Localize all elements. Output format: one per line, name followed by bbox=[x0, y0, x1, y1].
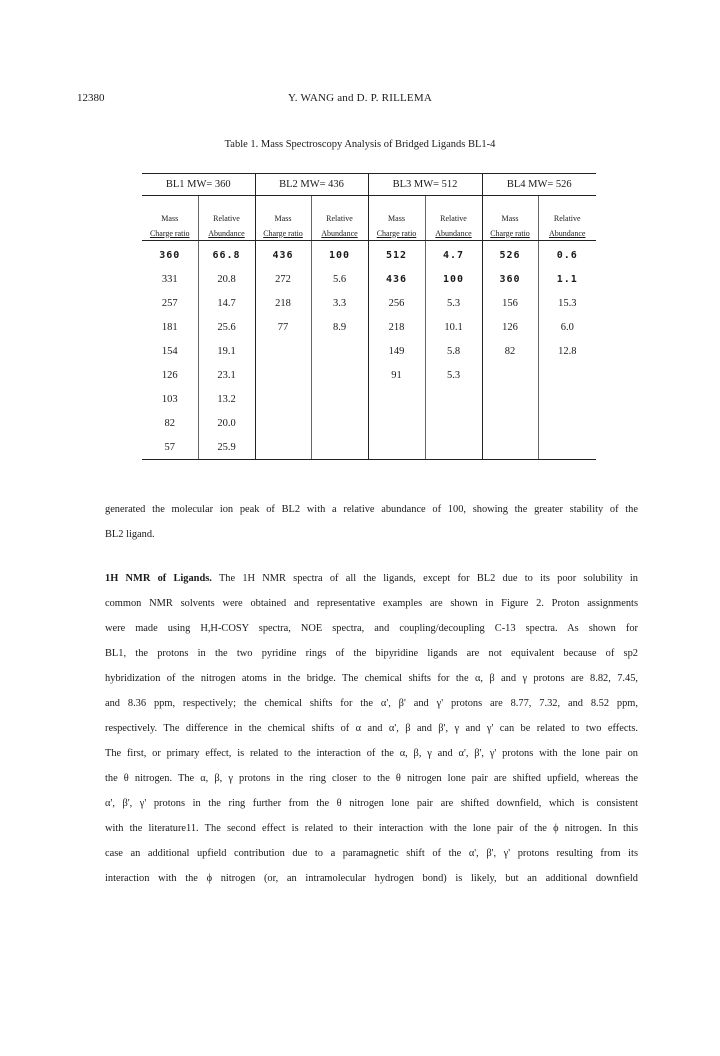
paragraph-line: hybridization of the nitrogen atoms in the bridge. The chemical shifts for the α, β and γ protons are 8.82, 7.45, bbox=[105, 673, 638, 684]
paragraph-line: BL1, the protons in the two pyridine rings of the bipyridine ligands are not equivalent because of sp2 bbox=[105, 648, 638, 659]
table-cell: 91 bbox=[368, 363, 425, 387]
table-cell: 103 bbox=[161, 393, 178, 405]
table-cell: 156 bbox=[482, 291, 538, 315]
paragraph-line: interaction with the ϕ nitrogen (or, an intramolecular hydrogen bond) is likely, but an additional downfield bbox=[105, 873, 638, 884]
table-cell bbox=[482, 435, 538, 460]
table-cell: 19.1 bbox=[198, 339, 255, 363]
paragraph-line: and 8.36 ppm, respectively; the chemical shifts for the α', β' and γ' protons are 8.77, 7.32, and 8.52 ppm, bbox=[105, 698, 638, 709]
table-cell: 5.3 bbox=[425, 363, 482, 387]
table-cell bbox=[311, 435, 368, 460]
table-cell: 149 bbox=[368, 339, 425, 363]
group-header: BL2 MW= 436 bbox=[255, 174, 368, 196]
table-cell: 66.8 bbox=[198, 241, 255, 268]
table-cell: 218 bbox=[368, 315, 425, 339]
table-cell: 8.9 bbox=[311, 315, 368, 339]
paragraph-line: BL2 ligand. bbox=[105, 529, 155, 540]
table-cell bbox=[425, 387, 482, 411]
table-cell: 272 bbox=[255, 267, 311, 291]
column-subheader-text: Abundance bbox=[549, 228, 586, 238]
table-cell: 0.6 bbox=[538, 241, 596, 268]
table-cell bbox=[425, 435, 482, 460]
table-cell: 10.1 bbox=[425, 315, 482, 339]
column-header: Relative bbox=[425, 196, 482, 227]
column-header: Relative bbox=[198, 196, 255, 227]
table-cell bbox=[538, 411, 596, 435]
table-cell: 181 bbox=[161, 321, 178, 333]
table-row bbox=[142, 411, 596, 435]
column-subheader-row bbox=[142, 226, 596, 241]
table-cell bbox=[482, 363, 538, 387]
table-cell: 6.0 bbox=[538, 315, 596, 339]
table-cell: 126 bbox=[482, 315, 538, 339]
table-cell bbox=[255, 339, 311, 363]
paragraph-line: α', β', γ' protons in the ring further from the θ nitrogen lone pair are shifted downfield, which is consistent bbox=[105, 798, 638, 809]
table-cell bbox=[482, 411, 538, 435]
table-cell bbox=[311, 411, 368, 435]
paragraph-line: were made using H,H-COSY spectra, NOE spectra, and coupling/decoupling C-13 spectra. As shown for bbox=[105, 623, 638, 634]
table-cell: 77 bbox=[255, 315, 311, 339]
table-cell bbox=[482, 387, 538, 411]
column-subheader-text: Charge ratio bbox=[263, 228, 303, 238]
paragraph-line: the θ nitrogen. The α, β, γ protons in the ring closer to the θ nitrogen lone pair are shifted upfield, whereas the bbox=[105, 773, 638, 784]
table-cell bbox=[255, 363, 311, 387]
table-cell: 436 bbox=[255, 241, 311, 268]
table-row bbox=[142, 291, 596, 315]
paragraph-nmr bbox=[105, 566, 638, 891]
table-row bbox=[142, 241, 596, 268]
table-row bbox=[142, 435, 596, 460]
column-subheader-text: Abundance bbox=[435, 228, 472, 238]
column-subheader bbox=[311, 226, 368, 241]
table-cell: 82 bbox=[482, 339, 538, 363]
column-subheader bbox=[368, 226, 425, 241]
table-cell bbox=[311, 363, 368, 387]
table-cell: 360 bbox=[482, 267, 538, 291]
table-row bbox=[142, 315, 596, 339]
paragraph-line: case an additional upfield contribution due to a paramagnetic shift of the α', β', γ' protons resulting from its bbox=[105, 848, 638, 859]
column-header: Relative bbox=[538, 196, 596, 227]
column-header: Mass bbox=[368, 196, 425, 227]
table-cell bbox=[425, 411, 482, 435]
table bbox=[142, 173, 596, 460]
table-row bbox=[142, 339, 596, 363]
column-header: Mass bbox=[255, 196, 311, 227]
table-cell: 126 bbox=[161, 369, 178, 381]
table-cell: 331 bbox=[161, 273, 178, 285]
table-cell: 25.9 bbox=[198, 435, 255, 460]
group-header: BL3 MW= 512 bbox=[368, 174, 482, 196]
paragraph-line: respectively. The difference in the chemical shifts of α and α', β and β', γ and γ' can be related to two effects. bbox=[105, 723, 638, 734]
table-cell: 5.8 bbox=[425, 339, 482, 363]
table-cell: 15.3 bbox=[538, 291, 596, 315]
table-cell: 512 bbox=[368, 241, 425, 268]
mass-spectroscopy-table bbox=[142, 173, 596, 460]
table-cell: 154 bbox=[161, 345, 178, 357]
table-row bbox=[142, 387, 596, 411]
table-cell: 5.3 bbox=[425, 291, 482, 315]
column-subheader bbox=[255, 226, 311, 241]
table-caption bbox=[0, 139, 720, 150]
paragraph-line: with the literature11. The second effect is related to their interaction with the lone pair of the ϕ nitrogen. In this bbox=[105, 823, 638, 834]
table-cell bbox=[255, 387, 311, 411]
table-caption-text: Table 1. Mass Spectroscopy Analysis of Bridged Ligands BL1-4 bbox=[224, 139, 496, 150]
table-cell bbox=[311, 387, 368, 411]
column-subheader bbox=[482, 226, 538, 241]
table-cell: 100 bbox=[311, 241, 368, 268]
table-cell: 257 bbox=[161, 297, 178, 309]
table-cell: 3.3 bbox=[311, 291, 368, 315]
table-cell bbox=[368, 411, 425, 435]
table-cell: 25.6 bbox=[198, 315, 255, 339]
table-cell: 23.1 bbox=[198, 363, 255, 387]
table-cell: 1.1 bbox=[538, 267, 596, 291]
column-subheader bbox=[198, 226, 255, 241]
paragraph-line: generated the molecular ion peak of BL2 with a relative abundance of 100, showing the greater stability of the bbox=[105, 504, 638, 515]
table-cell bbox=[255, 435, 311, 460]
column-subheader-text: Charge ratio bbox=[490, 228, 530, 238]
table-cell bbox=[255, 411, 311, 435]
table-cell bbox=[368, 387, 425, 411]
column-subheader-text: Charge ratio bbox=[376, 228, 417, 238]
table-cell: 14.7 bbox=[198, 291, 255, 315]
table-cell: 57 bbox=[142, 435, 198, 460]
paragraph-line bbox=[105, 566, 638, 591]
table-cell bbox=[368, 435, 425, 460]
group-header: BL1 MW= 360 bbox=[142, 174, 255, 196]
paragraph-line: common NMR solvents were obtained and representative examples are shown in Figure 2. Proton assignments bbox=[105, 598, 638, 609]
page-number: 12380 bbox=[77, 92, 105, 104]
column-subheader-text: Abundance bbox=[208, 228, 245, 238]
table-cell: 20.0 bbox=[198, 411, 255, 435]
page-header bbox=[77, 92, 643, 108]
table-cell: 13.2 bbox=[198, 387, 255, 411]
table-cell bbox=[538, 387, 596, 411]
running-title: Y. WANG and D. P. RILLEMA bbox=[288, 92, 432, 104]
column-subheader bbox=[425, 226, 482, 241]
table-cell: 82 bbox=[164, 417, 175, 429]
table-row bbox=[142, 363, 596, 387]
table-cell: 436 bbox=[368, 267, 425, 291]
table-cell bbox=[311, 339, 368, 363]
table-row bbox=[142, 267, 596, 291]
column-header: Mass bbox=[482, 196, 538, 227]
paragraph-line: The first, or primary effect, is related to the interaction of the α, β, γ and α', β', γ' protons with the lone pair on bbox=[105, 748, 638, 759]
table-cell: 20.8 bbox=[198, 267, 255, 291]
table-cell bbox=[538, 363, 596, 387]
column-header: Mass bbox=[161, 213, 179, 223]
table-cell: 4.7 bbox=[425, 241, 482, 268]
table-cell: 360 bbox=[159, 249, 181, 261]
column-subheader bbox=[142, 226, 198, 241]
group-header-row bbox=[142, 174, 596, 196]
table-cell: 218 bbox=[255, 291, 311, 315]
paragraph-1 bbox=[105, 497, 638, 547]
table-cell: 526 bbox=[482, 241, 538, 268]
paragraph-line-text: The 1H NMR spectra of all the ligands, except for BL2 due to its poor solubility in bbox=[218, 573, 638, 584]
group-header: BL4 MW= 526 bbox=[482, 174, 596, 196]
table-cell: 5.6 bbox=[311, 267, 368, 291]
table-cell bbox=[538, 435, 596, 460]
column-subheader-text: Charge ratio bbox=[149, 228, 190, 238]
column-header-row bbox=[142, 196, 596, 227]
column-subheader-text: Abundance bbox=[321, 228, 358, 238]
column-subheader bbox=[538, 226, 596, 241]
column-header: Relative bbox=[311, 196, 368, 227]
table-cell: 100 bbox=[425, 267, 482, 291]
section-lead: 1H NMR of Ligands. bbox=[105, 573, 212, 584]
table-cell: 256 bbox=[368, 291, 425, 315]
table-cell: 12.8 bbox=[538, 339, 596, 363]
